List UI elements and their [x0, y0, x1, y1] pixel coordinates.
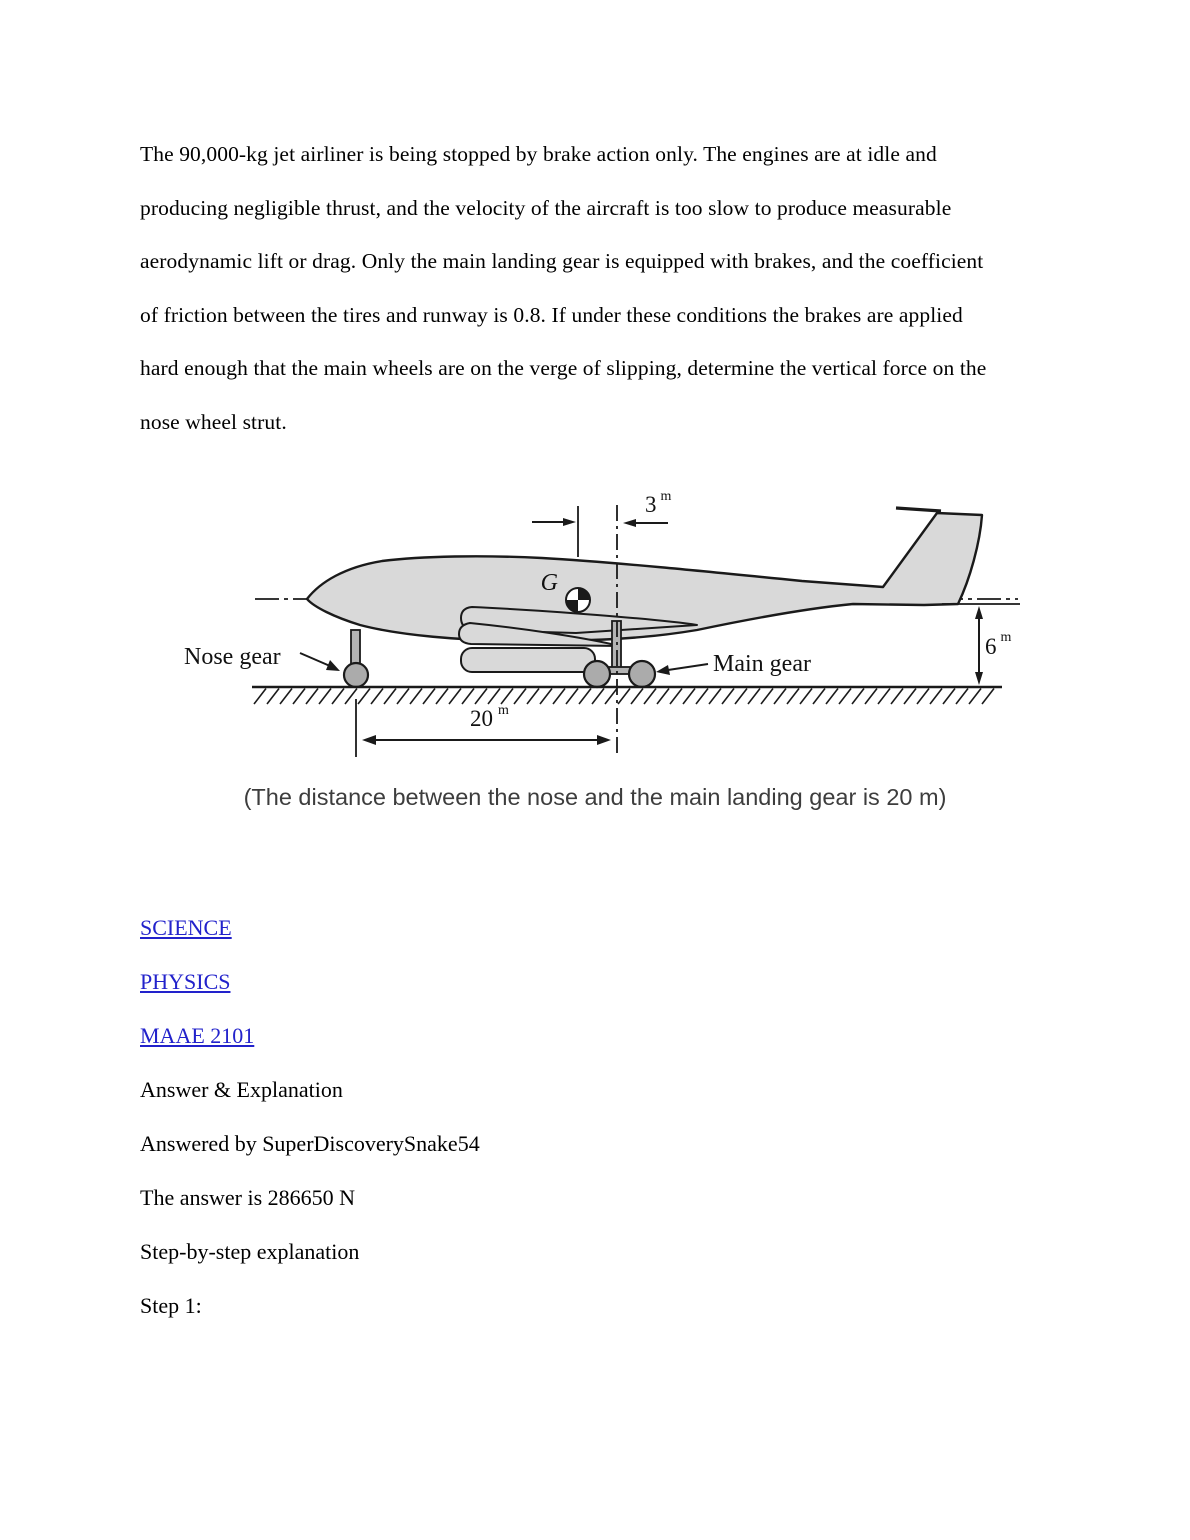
step1-label: Step 1:: [140, 1293, 202, 1318]
figure-caption: (The distance between the nose and the main landing gear is 20 m): [243, 784, 947, 810]
question-line: hard enough that the main wheels are on the verge of slipping, determine the vertical force on the: [140, 356, 987, 380]
main-wheel-front: [584, 661, 610, 687]
airplane-diagram: [180, 473, 1040, 773]
question-line: aerodynamic lift or drag. Only the main landing gear is equipped with brakes, and the coefficient: [140, 249, 984, 273]
question-line: The 90,000-kg jet airliner is being stopped by brake action only. The engines are at idle and: [140, 142, 937, 166]
airplane-figure: [180, 473, 1040, 773]
breadcrumb-row: [140, 1009, 1040, 1063]
step-heading: Step-by-step explanation: [140, 1239, 360, 1264]
cg-symbol: [566, 588, 590, 612]
answer-block: [140, 901, 1040, 1333]
dim-3m-label: 3 $^m$: [645, 489, 672, 517]
answer-heading: Answer & Explanation: [140, 1077, 343, 1102]
nose-gear-strut: [351, 630, 360, 667]
main-wheel-rear: [629, 661, 655, 687]
dim-6m-label: 6 $^m$: [985, 630, 1012, 659]
question-line: of friction between the tires and runway is 0.8. If under these conditions the brakes are applied: [140, 302, 963, 327]
nose-wheel: [344, 663, 368, 687]
main-gear-label: Main gear: [713, 651, 811, 677]
breadcrumb-row: [140, 955, 1040, 1009]
dimension-6m: [942, 604, 1020, 685]
horizontal-stabilizer: [896, 508, 941, 511]
answer-line: The answer is 286650 N: [140, 1185, 356, 1210]
breadcrumb-row: [140, 901, 1040, 955]
cg-label: G: [540, 570, 558, 596]
link-physics[interactable]: PHYSICS: [140, 969, 231, 994]
question-line: producing negligible thrust, and the velocity of the aircraft is too slow to produce measurable: [140, 195, 952, 220]
answered-by: Answered by SuperDiscoverySnake54: [140, 1131, 480, 1156]
question-line: nose wheel strut.: [140, 409, 287, 434]
main-gear-arrow: [656, 664, 708, 675]
question-text: [140, 128, 1080, 449]
link-course-maae-2101[interactable]: MAAE 2101: [140, 1023, 255, 1048]
ground-hatching: [254, 689, 994, 705]
dim-20m-label: 20 $^m$: [470, 703, 509, 731]
wing-fairing: [461, 648, 595, 672]
nose-gear-label: Nose gear: [184, 644, 281, 670]
dimension-20m: [356, 699, 611, 757]
dimension-3m: [532, 489, 672, 527]
link-science[interactable]: SCIENCE: [140, 915, 232, 940]
nose-gear-arrow: [300, 653, 340, 671]
